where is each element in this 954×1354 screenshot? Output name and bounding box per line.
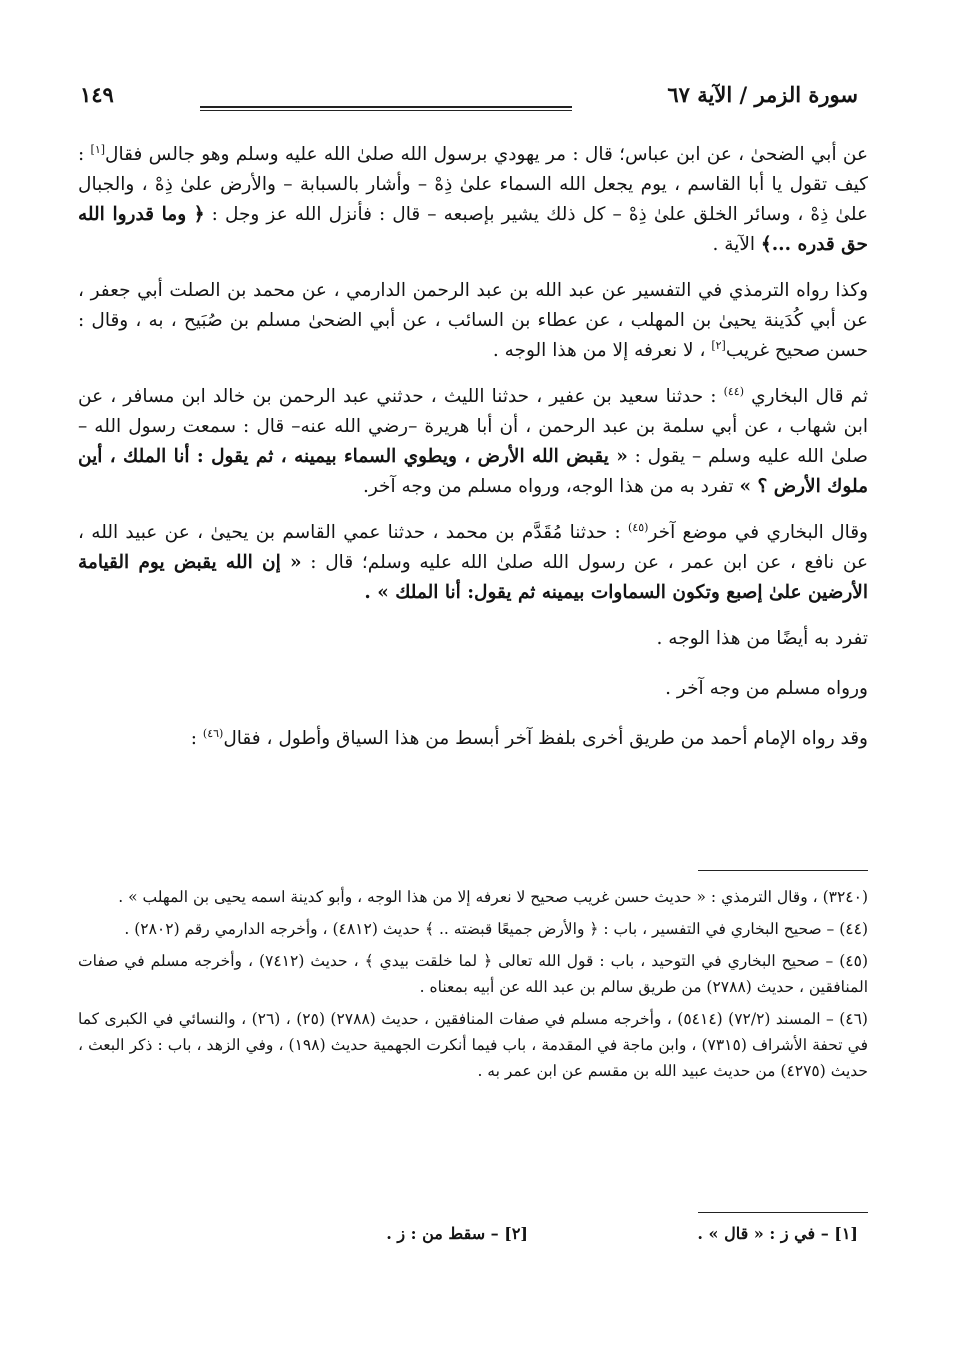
paragraph-6: ورواه مسلم من وجه آخر .	[665, 678, 868, 699]
header-rule	[200, 106, 572, 111]
paragraph-2: وكذا رواه الترمذي في التفسير عن عبد الله بن عبد الرحمن الدارمي ، عن محمد بن الصلت أبي جعفر ، عن أبي كُدَينة يحيىٰ بن المهلب ، عن عطاء بن السائب ، عن أبي الضحىٰ مسلم بن صُبَيح ، به ، وقال : حسن صحيح غريب[٢] ، لا نعرفه إلا من هذا الوجه .	[78, 280, 868, 361]
paragraph-3: ثم قال البخاري $^{(٤٤)}$ : حدثنا سعيد بن عفير ، حدثنا الليث ، حدثني عبد الرحمن بن خالد ابن مسافر ، عن ابن شهاب ، عن أبي سلمة بن عبد الرحمن ، أن أبا هريرة –رضي الله عنه– قال : سمعت رسول الله – صلىٰ الله عليه وسلم – يقول : « يقبض الله الأرض ، ويطوي السماء بيمينه ، ثم يقول : أنا الملك ، أين ملوك الأرض ؟ » تفرد به من هذا الوجه، ورواه مسلم من وجه آخر.	[78, 384, 868, 497]
footnote-45: (٤٥) – صحيح البخاري في التوحيد ، باب : قول الله تعالى ﴿ لما خلقت بيدي ﴾ ، حديث (٧٤١٢) ، وأخرجه مسلم في صفات المنافقين ، حديث (٢٧٨٨) من طريق سالم بن عبد الله عن أبيه بمعناه .	[78, 952, 868, 996]
editor-note-ref: [١]	[90, 142, 106, 156]
footnote-continued: (٣٢٤٠) ، وقال الترمذي : « حديث حسن غريب صحيح لا نعرفه إلا من هذا الوجه ، وأبو كدينة اسمه يحيى بن المهلب » .	[118, 888, 868, 906]
hadith-quote: « إن الله يقبض يوم القيامة الأرضين علىٰ إصبع وتكون السماوات بيمينه ثم يقول: أنا الملك »	[78, 552, 868, 603]
editor-note-1: [١] – في ز : « قال » .	[697, 1224, 858, 1243]
footnote-ref: (٤٦)	[202, 726, 224, 740]
hadith-quote: « يقبض الله الأرض ، ويطوي السماء بيمينه ، ثم يقول : أنا الملك ، أين ملوك الأرض ؟ »	[78, 446, 868, 497]
surah-title: سورة الزمر / الآية ٦٧	[667, 82, 858, 107]
paragraph-1: عن أبي الضحىٰ ، عن ابن عباس؛ قال : مر يهودي برسول الله صلىٰ الله عليه وسلم وهو جالس فقال[١] : كيف تقول يا أبا القاسم ، يوم يجعل الله السماء علىٰ ذِهْ – وأشار بالسبابة – والأرض علىٰ ذِهْ ، والجبال علىٰ ذِهْ ، وسائر الخلق علىٰ ذِهْ – كل ذلك يشير بإصبعه – قال : فأنزل الله عز وجل : ﴿ وما قدروا الله حق قدره ...﴾ الآية .	[78, 142, 868, 255]
footnote-separator	[698, 870, 868, 871]
main-text	[78, 140, 868, 760]
editor-note-ref: [٢]	[711, 338, 726, 352]
footnotes	[78, 884, 868, 1090]
page-header	[80, 82, 858, 122]
editor-notes-separator	[698, 1212, 868, 1213]
paragraph-7: وقد رواه الإمام أحمد من طريق أخرى بلفظ آخر أبسط من هذا السياق وأطول ، فقال$^{(٤٦)}$ :	[190, 726, 868, 749]
paragraph-5: تفرد به أيضًا من هذا الوجه .	[656, 628, 868, 649]
footnote-44: (٤٤) – صحيح البخاري في التفسير ، باب : ﴿ والأرض جميعًا قبضته .. ﴾ حديث (٤٨١٢) ، وأخرجه الدارمي رقم (٢٨٠٢) .	[124, 920, 868, 938]
quran-quote: ﴿ وما قدروا الله حق قدره ...﴾	[78, 204, 868, 255]
page-number: ١٤٩	[80, 82, 114, 107]
paragraph-4: وقال البخاري في موضع آخر$^{(٤٥)}$ : حدثنا مُقَدَّم بن محمد ، حدثنا عمي القاسم بن يحيىٰ ، عن عبيد الله ، عن نافع ، عن ابن عمر ، عن رسول الله صلىٰ الله عليه وسلم؛ قال : « إن الله يقبض يوم القيامة الأرضين علىٰ إصبع وتكون السماوات بيمينه ثم يقول: أنا الملك » .	[78, 520, 868, 603]
editor-note-2: [٢] – سقط من : ز .	[386, 1224, 528, 1243]
footnote-ref: (٤٤)	[723, 384, 744, 398]
footnote-46: (٤٦) – المسند (٧٢/٢) (٥٤١٤) ، وأخرجه مسلم في صفات المنافقين ، حديث (٢٧٨٨) (٢٥) ، (٢٦) ، والنسائي في الكبرى كما في تحفة الأشراف (٧٣١٥) ، وابن ماجة في المقدمة ، باب فيما أنكرت الجهمية حديث (١٩٨) ، وفي الزهد ، باب : ذكر البعث ، حديث (٤٢٧٥) من حديث عبيد الله بن مقسم عن ابن عمر به .	[78, 1010, 868, 1080]
footnote-ref: (٤٥)	[628, 520, 649, 534]
